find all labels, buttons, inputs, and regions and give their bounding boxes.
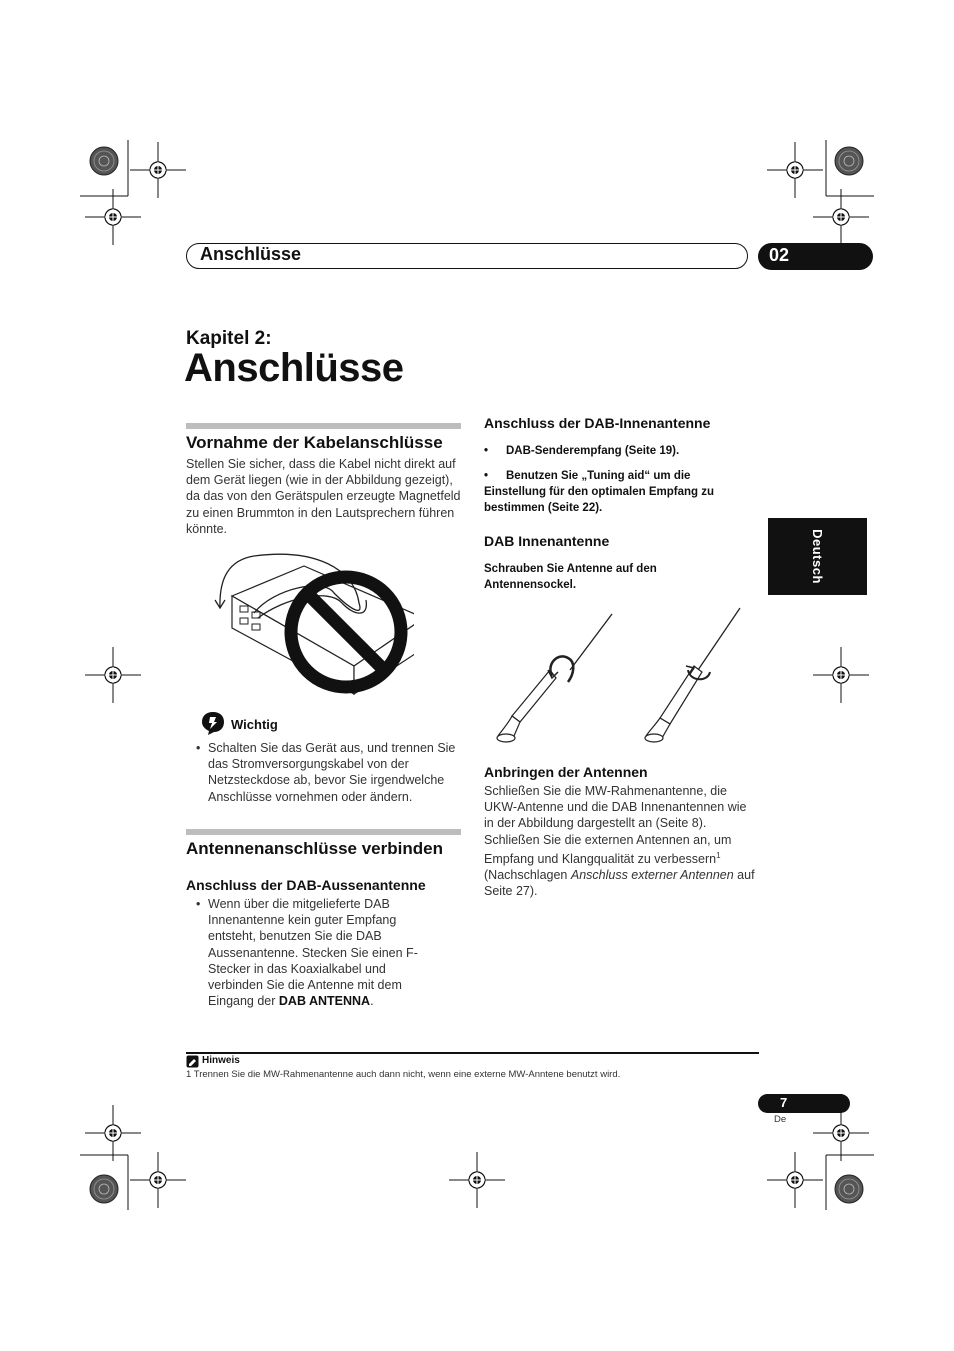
chapter-label: Kapitel 2: <box>186 328 272 349</box>
page-title: Anschlüsse <box>184 346 404 390</box>
indoor-bullet-1: • DAB-Senderempfang (Seite 19). <box>484 445 680 457</box>
important-item: • Schalten Sie das Gerät aus, und trennen Sie das Stromversorgungskabel von der Netzsteckdose ab, bevor Sie irgendwelche Anschlüsse vornehmen oder ändern. <box>186 740 466 805</box>
important-icon <box>200 710 226 736</box>
outdoor-antenna-item <box>186 896 426 1009</box>
antenna-illustration <box>490 600 760 750</box>
language-tab-label: Deutsch <box>810 529 825 584</box>
cable-prohibition-illustration <box>214 548 414 698</box>
page-number-badge <box>758 1094 850 1113</box>
note-label: Hinweis <box>202 1055 240 1066</box>
attach-antennas-heading: Anbringen der Antennen <box>484 764 648 780</box>
dab-indoor-heading: DAB Innenantenne <box>484 533 610 549</box>
indoor-bullet-2: • Benutzen Sie „Tuning aid“ um die Einstellung für den optimalen Empfang zu bestimmen (Seite 22). <box>484 470 715 515</box>
page-number: 7 <box>780 1095 788 1110</box>
important-list <box>186 740 466 805</box>
section-header-title: Anschlüsse <box>200 244 302 264</box>
language-side-tab <box>768 518 867 595</box>
chapter-number: 02 <box>769 245 790 265</box>
dab-indoor-instruction: Schrauben Sie Antenne auf den Antennensockel. <box>484 563 657 592</box>
footnote-divider <box>186 1052 759 1054</box>
note-icon <box>186 1055 199 1068</box>
antenna-heading: Antennenanschlüsse verbinden <box>186 839 443 858</box>
outdoor-antenna-text: Wenn über die mitgelieferte DAB Innenantenne kein guter Empfang entsteht, benutzen Sie die DAB Aussenantenne. Stecken Sie einen F-Stecker in das Koaxialkabel und verbinden Sie die Antenne mit dem Eingang der <box>208 897 418 1009</box>
indoor-antenna-heading: Anschluss der DAB-Innenantenne <box>484 415 711 431</box>
cables-heading: Vornahme der Kabelanschlüsse <box>186 433 443 452</box>
attach-antennas-paragraph: Schließen Sie die MW-Rahmenantenne, die UKW-Antenne und die DAB Innenantennen wie in der Abbildung dargestellt an (Seite 8). Schließen Sie die externen Antennen an, um Empfang und Klangqualität zu verbessern$^1$ (Nachschlagen Anschluss externer Antennen auf Seite 27). <box>484 784 755 899</box>
footnote-text: 1 Trennen Sie die MW-Rahmenantenne auch dann nicht, wenn eine externe MW-Anntene benutzt wird. <box>186 1069 621 1080</box>
dab-antenna-label: DAB ANTENNA <box>278 994 371 1009</box>
cables-paragraph: Stellen Sie sicher, dass die Kabel nicht direkt auf dem Gerät liegen (wie in der Abbildung gezeigt), da das von den Gerätspulen erzeugte Magnetfeld zu einen Brummton in den Lautsprechern führen könnte. <box>186 457 461 536</box>
outdoor-antenna-end: . <box>370 994 374 1009</box>
outdoor-antenna-subheading: Anschluss der DAB-Aussenantenne <box>186 877 426 893</box>
important-label: Wichtig <box>231 717 278 732</box>
page-language-code: De <box>774 1114 787 1125</box>
section-divider <box>186 829 461 835</box>
section-divider <box>186 423 461 429</box>
outdoor-antenna-list <box>186 896 426 1009</box>
